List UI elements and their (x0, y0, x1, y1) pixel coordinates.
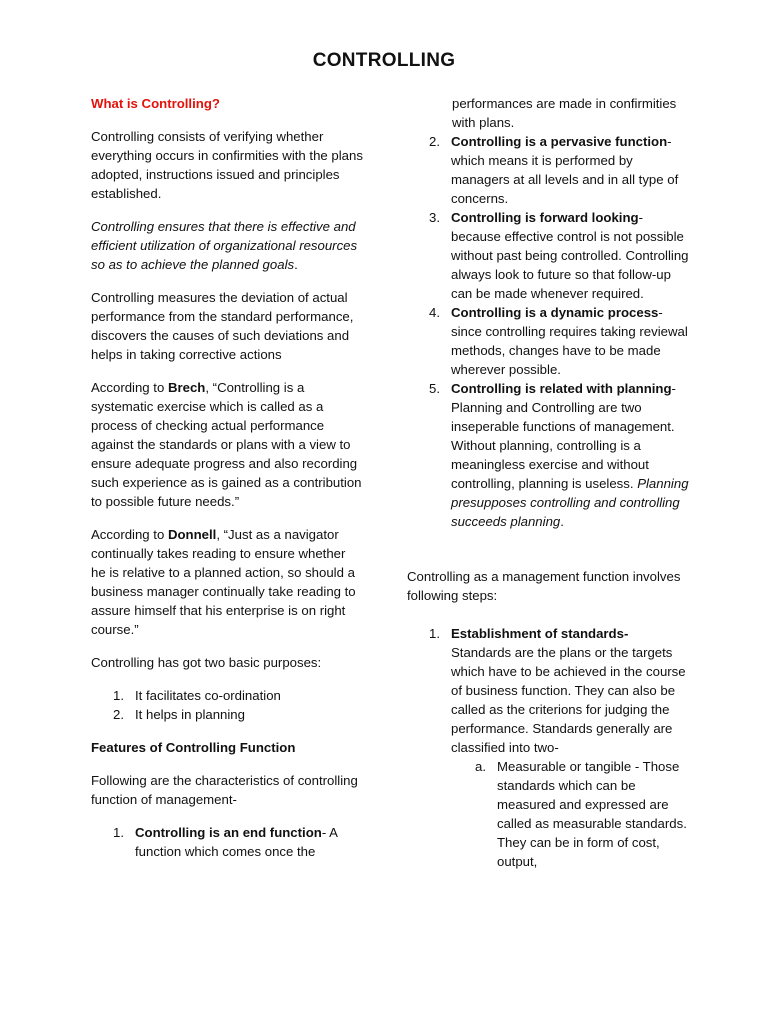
question-heading: What is Controlling? (91, 96, 220, 111)
list-number: 5. (429, 381, 440, 396)
definition-paragraph: Controlling consists of verifying whether everything occurs in confirmities with the plans adopted, instructions issued and principles established. (91, 129, 363, 201)
list-number: 2. (113, 707, 124, 722)
donnell-quote (91, 525, 363, 639)
list-number: 4. (429, 305, 440, 320)
list-number: 3. (429, 210, 440, 225)
feature-item (407, 208, 689, 303)
feature-dash: - (667, 134, 672, 149)
feature-item (91, 823, 363, 861)
purposes-intro: Controlling has got two basic purposes: (91, 655, 322, 670)
brech-text: , “Controlling is a systematic exercise which is called as a process of checking actual performance against the standards or plans with a view to ensure adequate progress and also recording such experience as is gained as a contribution to possible future needs.” (91, 380, 362, 509)
feature-title: Controlling is a pervasive function (451, 134, 668, 149)
brech-prefix: According to (91, 380, 168, 395)
feature-dash: - (638, 210, 643, 225)
feature-text: Planning and Controlling are two inseperable functions of management. Without planning, controlling is a meaningless exercise and without controlling, planning is useless. (451, 400, 675, 491)
list-item (91, 705, 363, 724)
feature-dash: - (671, 381, 676, 396)
feature-item (407, 132, 689, 208)
step-item (407, 624, 689, 757)
list-number: 1. (429, 626, 440, 641)
brech-name: Brech (167, 380, 206, 395)
sub-list-item (407, 757, 689, 871)
list-number: 2. (429, 134, 440, 149)
sub-list-letter: a. (475, 759, 486, 774)
donnell-text: , “Just as a navigator continually takes reading to ensure whether he is relative to a planned action, so should a business manager continually take reading to assure himself that his enterprise is on right course.” (91, 527, 356, 637)
italic-text: Controlling ensures that there is effective and efficient utilization of organizational resources so as to achieve the planned goals (91, 219, 358, 272)
brech-quote (91, 378, 363, 511)
step-text: Standards are the plans or the targets which have to be achieved in the course of business function. They can also be called as the criterions for judging the performance. Standards generally are classified into two- (451, 645, 686, 755)
list-number: 1. (113, 825, 124, 840)
italic-paragraph (91, 217, 363, 274)
feature-text: because effective control is not possible without past being controlled. Controlling always look to future so that follow-up can be made whenever required. (451, 229, 689, 301)
deviation-paragraph: Controlling measures the deviation of actual performance from the standard performance, discovers the causes of such deviations and helps in taking corrective actions (91, 290, 354, 362)
feature-text: - A function which comes once the (135, 825, 338, 859)
feature-title: Controlling is forward looking (451, 210, 639, 225)
italic-paragraph-end: . (294, 257, 298, 272)
donnell-name: Donnell (167, 527, 217, 542)
donnell-prefix: According to (91, 527, 168, 542)
left-column (91, 94, 363, 861)
steps-intro: Controlling as a management function involves following steps: (407, 569, 681, 603)
continued-text: performances are made in confirmities with plans. (452, 96, 677, 130)
feature-end: . (560, 514, 564, 529)
features-intro: Following are the characteristics of controlling function of management- (91, 773, 358, 807)
feature-title: Controlling is a dynamic process (451, 305, 659, 320)
purposes-list (91, 686, 363, 724)
feature-title: Controlling is related with planning (451, 381, 672, 396)
feature-text: which means it is performed by managers at all levels and in all type of concerns. (451, 153, 679, 206)
features-heading: Features of Controlling Function (91, 740, 296, 755)
right-column (407, 94, 689, 871)
feature-text: since controlling requires taking reviewal methods, changes have to be made wherever possible. (451, 324, 688, 377)
list-item-text: It helps in planning (135, 707, 245, 722)
feature-italic-text: Planning presupposes controlling and controlling succeeds planning (451, 476, 689, 529)
feature-title: Controlling is an end function (135, 825, 322, 840)
feature-item (407, 303, 689, 379)
list-number: 1. (113, 688, 124, 703)
page-title: CONTROLLING (312, 50, 456, 71)
sub-list-text: Measurable or tangible - Those standards which can be measured and expressed are called as measurable standards. They can be in form of cost, output, (497, 759, 687, 869)
feature-dash: - (658, 305, 663, 320)
list-item-text: It facilitates co-ordination (135, 688, 281, 703)
step-title: Establishment of standards- (451, 626, 629, 641)
feature-item (407, 379, 689, 531)
list-item (91, 686, 363, 705)
